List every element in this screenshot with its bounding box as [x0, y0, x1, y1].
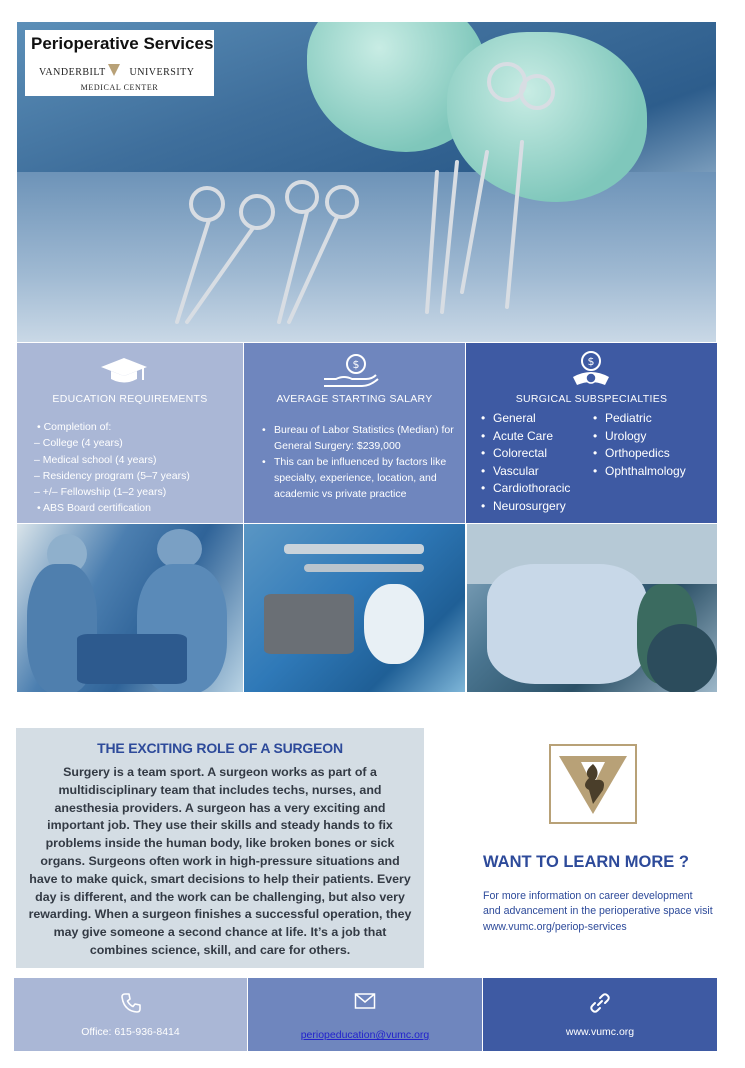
surgeons-team-photo [17, 524, 243, 692]
list-item: • Cardiothoracic [481, 480, 570, 498]
list-item: • Urology [593, 428, 686, 446]
list-item: • ABS Board certification [37, 502, 151, 515]
footer-website [483, 978, 717, 1051]
list-item: • General [481, 410, 570, 428]
role-body: Surgery is a team sport. A surgeon works as part of a multidisciplinary team that includes techs, nurses, and anesthesia providers. A surgeon has a very exciting and important job. They use their skills and steady hands to fix problems inside the human body, like broken bones or sick organs. Surgeons often work in high-pressure situations and have to make quick, smart decisions to help their patients. Every day is different, and the work can be challenging, but also very rewarding. When a surgeon finishes a successful operation, they may give someone a second chance at life. It’s a job that combines science, skill, and care for others. [28, 765, 412, 957]
logo-word-vanderbilt: VANDERBILT [39, 67, 106, 78]
list-item: • Neurosurgery [481, 498, 570, 516]
learn-more-text [483, 889, 713, 935]
vumc-logo [25, 30, 214, 96]
list-item: – +/– Fellowship (1–2 years) [34, 486, 167, 499]
vanderbilt-v-icon [107, 63, 121, 77]
website-link[interactable]: www.vumc.org [565, 1026, 635, 1038]
hand-coin-icon [322, 353, 380, 389]
subspecialties-panel [466, 343, 717, 523]
footer-email [248, 978, 482, 1051]
salary-panel [244, 343, 465, 523]
list-item: • Acute Care [481, 428, 570, 446]
logo-medical-center: MEDICAL CENTER [80, 83, 159, 92]
list-item: – Residency program (5–7 years) [34, 469, 190, 482]
learn-line: and advancement in the perioperative space visit [483, 905, 713, 918]
subspecialties-col-1 [481, 410, 570, 516]
list-item: – College (4 years) [34, 437, 123, 450]
periop-services-link[interactable]: www.vumc.org/periop-services [483, 920, 627, 933]
list-item: • Colorectal [481, 445, 570, 463]
subspecialties-heading: SURGICAL SUBSPECIALTIES [515, 393, 668, 405]
list-item: • Pediatric [593, 410, 686, 428]
logo-title: Perioperative Services [31, 34, 214, 53]
salary-heading: AVERAGE STARTING SALARY [276, 393, 433, 405]
oak-leaf-v-icon [551, 746, 635, 822]
award-coin-icon [569, 349, 613, 389]
svg-text:$: $ [352, 358, 360, 371]
vanderbilt-oak-v-logo [549, 744, 637, 824]
list-item: • Completion of: [37, 421, 112, 433]
envelope-icon [354, 992, 376, 1010]
list-item: • Orthopedics [593, 445, 686, 463]
graduation-cap-icon [99, 356, 149, 386]
operating-room-photo [467, 524, 717, 692]
link-icon [589, 992, 611, 1014]
svg-text:$: $ [587, 355, 595, 368]
list-item: • Ophthalmology [593, 463, 686, 481]
logo-word-university: UNIVERSITY [129, 67, 195, 78]
education-list [34, 419, 190, 517]
list-item: • This can be influenced by factors like specialty, experience, location, and academic vs private practice [262, 454, 462, 502]
phone-icon [120, 992, 142, 1014]
surgeon-role-box [16, 728, 424, 968]
learn-more-title: WANT TO LEARN MORE ? [483, 853, 689, 871]
education-panel [17, 343, 243, 523]
phone-number: Office: 615-936-8414 [81, 1026, 180, 1038]
role-title: THE EXCITING ROLE OF A SURGEON [97, 740, 343, 756]
email-link[interactable]: periopeducation@vumc.org [300, 1029, 430, 1041]
list-item: • Bureau of Labor Statistics (Median) for General Surgery: $239,000 [262, 422, 462, 454]
learn-line: For more information on career development [483, 890, 693, 902]
instrument-tray-photo [244, 524, 465, 692]
list-item: • Vascular [481, 463, 570, 481]
education-heading: EDUCATION REQUIREMENTS [52, 393, 208, 405]
footer-phone [14, 978, 247, 1051]
salary-list [262, 422, 462, 502]
subspecialties-col-2 [593, 410, 686, 480]
list-item: – Medical school (4 years) [34, 453, 157, 466]
